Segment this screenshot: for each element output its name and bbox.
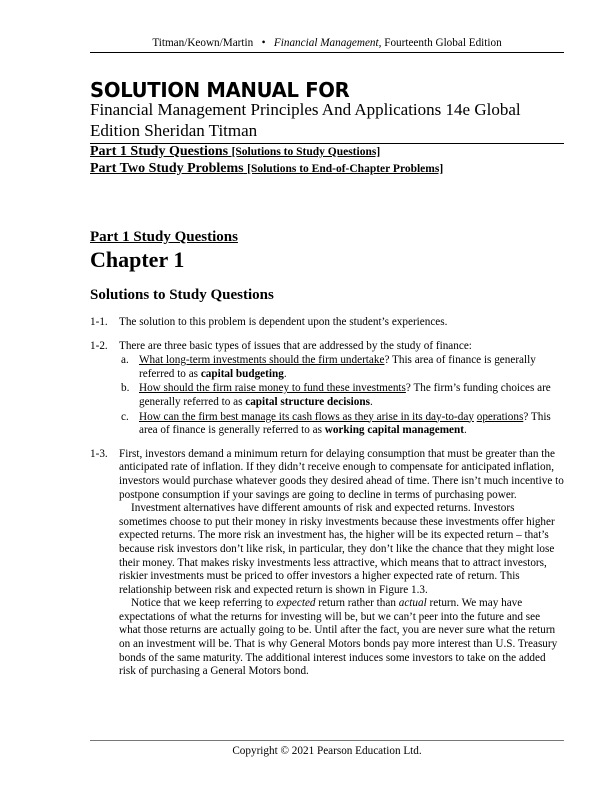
issue-question: How can the firm best manage its cash flows as they arise in its day-to-day bbox=[139, 410, 474, 423]
part-heading: Part 1 Study Questions bbox=[90, 229, 238, 245]
chapter-heading: Chapter 1 bbox=[90, 247, 185, 272]
header-authors: Titman/Keown/Martin bbox=[152, 37, 254, 49]
question-1-2 bbox=[90, 340, 564, 438]
study-questions bbox=[90, 316, 564, 689]
answer-intro: There are three basic types of issues that are addressed by the study of finance: bbox=[119, 339, 472, 352]
issue-term: working capital management bbox=[324, 424, 464, 437]
section-heading: Solutions to Study Questions bbox=[90, 287, 274, 303]
para-text: return rather than bbox=[315, 597, 399, 610]
answer-paragraph-3 bbox=[119, 597, 564, 679]
header-edition: Fourteenth Global Edition bbox=[384, 37, 502, 49]
issue-punct: . bbox=[463, 424, 467, 437]
issue-punct: . bbox=[283, 367, 287, 380]
question-1-3 bbox=[90, 448, 564, 679]
list-item-b bbox=[119, 382, 564, 409]
title-line-1: SOLUTION MANUAL FOR bbox=[90, 78, 350, 102]
issue-term: capital budgeting bbox=[200, 367, 284, 380]
question-number: 1-3. bbox=[90, 447, 108, 460]
footer-divider bbox=[90, 740, 564, 741]
toc-link-part2-main: Part Two Study Problems bbox=[90, 161, 244, 176]
toc-link-part2[interactable] bbox=[90, 161, 443, 177]
footer-copyright: Copyright © 2021 Pearson Education Ltd. bbox=[232, 745, 422, 757]
list-letter: a. bbox=[121, 354, 129, 367]
issue-text: ? This area of finance is generally referred to as bbox=[139, 354, 536, 380]
header-bullet: • bbox=[261, 37, 266, 49]
issue-question: What long-term investments should the firm undertake bbox=[139, 354, 385, 367]
running-header bbox=[90, 37, 564, 49]
issue-question: How should the firm raise money to fund these investments bbox=[139, 382, 406, 395]
answer-paragraph-2: Investment alternatives have different amounts of risk and expected returns. Investors sometimes choose to put their money in risky investments because these investments offer higher expected returns. The more risk an investment has, the higher will be its expected return – that’s because risk investors don’t like risk, in particular, they don’t like the chance that they might lose their money. That makes risky investments less attractive, which means that to attract investors, riskier investments must be priced to offer investors a higher expected rate of return. This relationship between risk and expected return is shown in Figure 1.3. bbox=[119, 502, 555, 596]
answer-text: The solution to this problem is dependent upon the student’s experiences. bbox=[119, 316, 448, 328]
list-letter: c. bbox=[121, 410, 129, 423]
issue-punct: . bbox=[369, 395, 373, 408]
issue-term: capital structure decisions bbox=[245, 395, 370, 408]
toc-link-part1[interactable] bbox=[90, 144, 380, 160]
question-1-1 bbox=[90, 316, 564, 330]
toc-link-part2-sub: [Solutions to End-of-Chapter Problems] bbox=[247, 163, 444, 175]
list-item-c bbox=[119, 411, 564, 438]
header-divider bbox=[90, 52, 564, 53]
issue-question-cont: operations bbox=[476, 410, 524, 423]
header-book-title: Financial Management, bbox=[273, 37, 382, 49]
para-emphasis: expected bbox=[276, 597, 316, 610]
question-number: 1-1. bbox=[90, 316, 108, 328]
issue-text: ? The firm’s funding choices are generally referred to as bbox=[139, 382, 551, 408]
list-letter: b. bbox=[121, 382, 130, 395]
para-text: Notice that we keep referring to bbox=[131, 597, 277, 610]
para-text: return. We may have expectations of what the returns for investing will be, but we can’t peer into the future and see what those returns are actually going to be. Until after the fact, you are never sure what the return on an investment will be. That is why General Motors bonds pay more interest than U.S. Treasury bonds of the same maturity. The additional interest induces some investors to take on the added risk of purchasing a General Motors bond. bbox=[119, 597, 558, 678]
toc-link-part1-main: Part 1 Study Questions bbox=[90, 144, 229, 159]
list-item-a bbox=[119, 354, 564, 381]
answer-paragraph-1: First, investors demand a minimum return for delaying consumption that must be greater than the anticipated rate of inflation. If they didn’t receive enough to compensate for anticipated inflation, investors would purchase whatever goods they desired ahead of time. There isn’t much incentive to postpone consumption if your savings are going to decline in terms of purchasing power. bbox=[119, 447, 564, 501]
para-emphasis: actual bbox=[398, 597, 427, 610]
title-line-2: Financial Management Principles And Applications 14e Global Edition Sheridan Titman bbox=[90, 100, 521, 140]
issue-text: ? This area of finance is generally referred to as bbox=[139, 410, 551, 437]
question-number: 1-2. bbox=[90, 339, 108, 352]
toc-link-part1-sub: [Solutions to Study Questions] bbox=[231, 146, 381, 158]
